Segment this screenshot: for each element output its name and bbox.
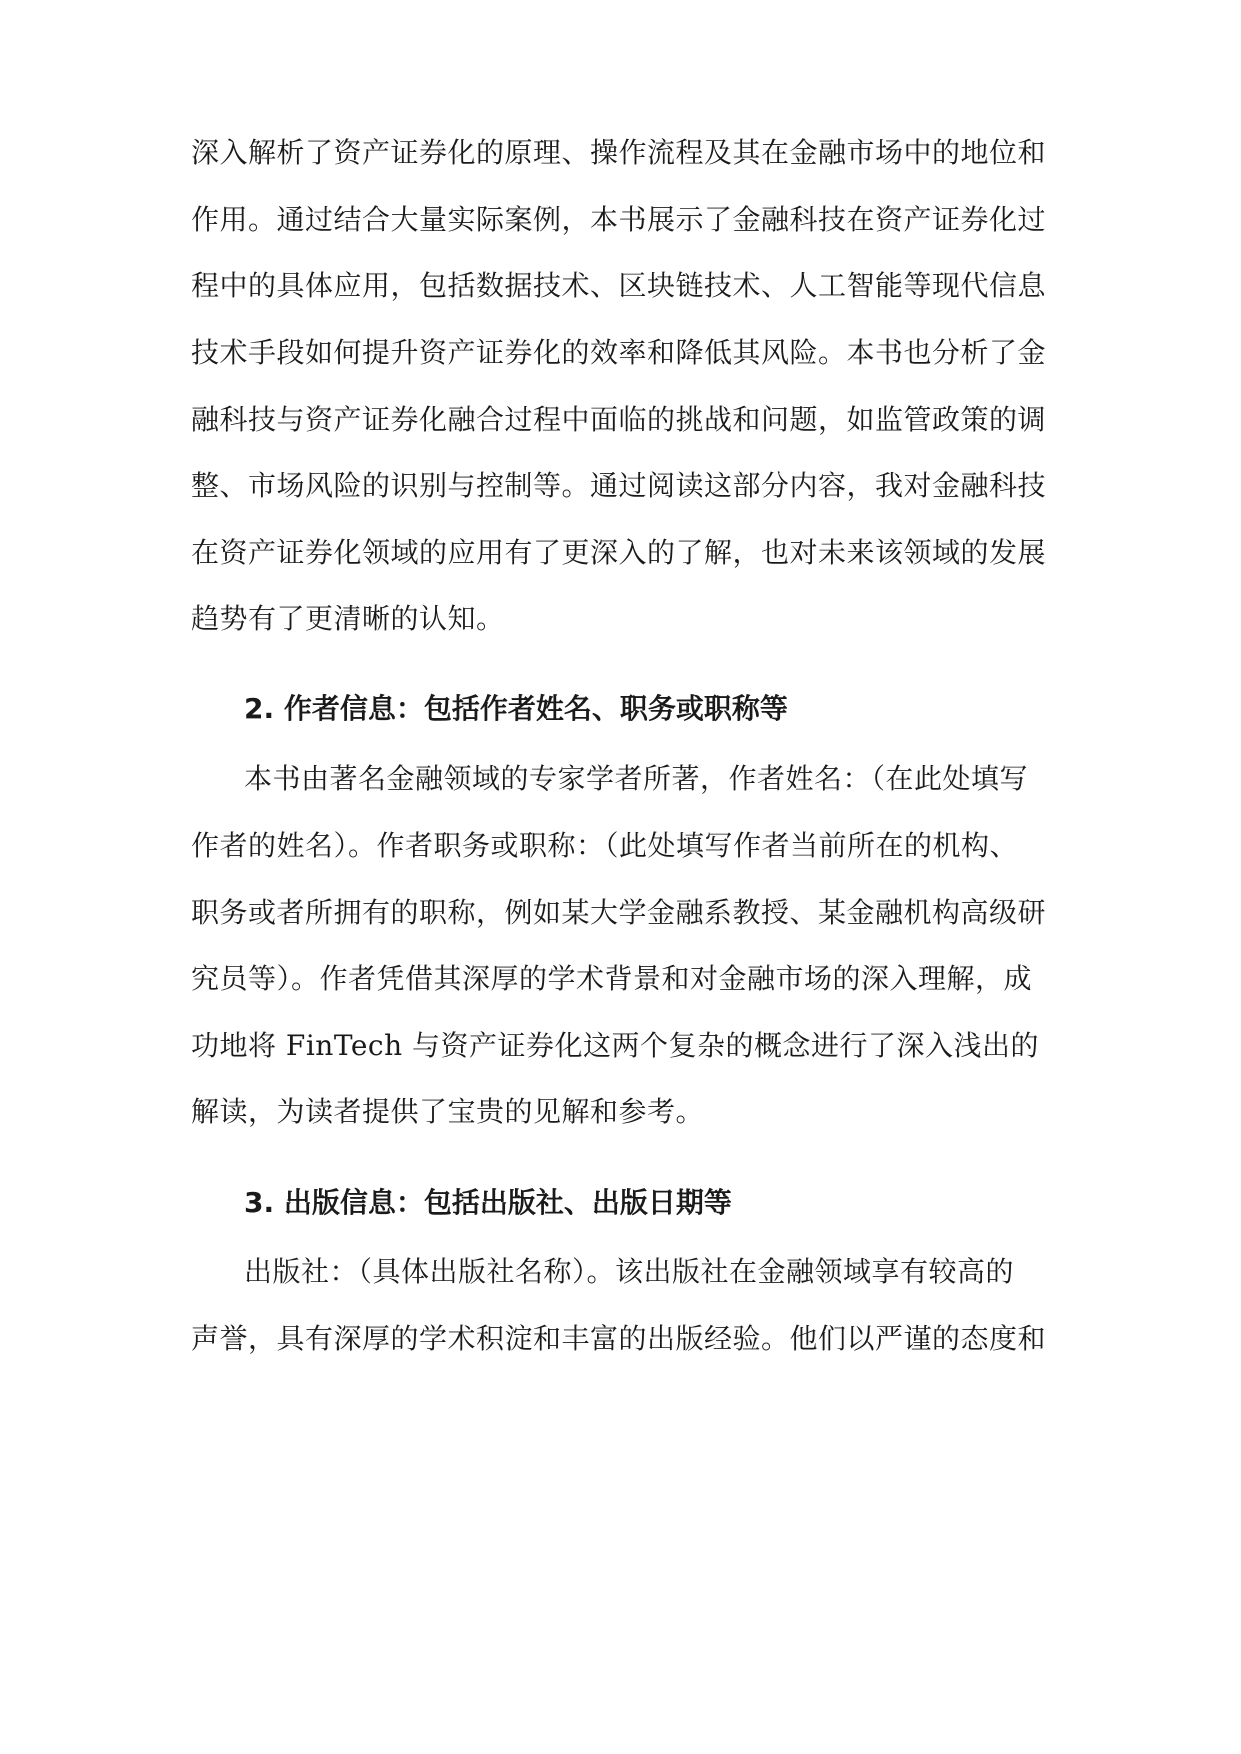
paragraph-line: 功地将 FinTech 与资产证券化这两个复杂的概念进行了深入浅出的 xyxy=(191,1029,1040,1062)
paragraph-line: 在资产证券化领域的应用有了更深入的了解，也对未来该领域的发展 xyxy=(191,536,1047,569)
paragraph-line: 融科技与资产证券化融合过程中面临的挑战和问题，如监管政策的调 xyxy=(191,403,1047,436)
paragraph-line: 解读，为读者提供了宝贵的见解和参考。 xyxy=(191,1095,705,1128)
paragraph-line: 趋势有了更清晰的认知。 xyxy=(191,602,505,635)
section-heading-publication: 3. 出版信息：包括出版社、出版日期等 xyxy=(244,1186,732,1219)
paragraph-line: 技术手段如何提升资产证券化的效率和降低其风险。本书也分析了金 xyxy=(191,336,1047,369)
section-heading-author: 2. 作者信息：包括作者姓名、职务或职称等 xyxy=(244,692,788,725)
paragraph-line: 程中的具体应用，包括数据技术、区块链技术、人工智能等现代信息 xyxy=(191,269,1047,302)
paragraph-line: 出版社：（具体出版社名称）。该出版社在金融领域享有较高的 xyxy=(244,1255,1015,1288)
paragraph-line: 本书由著名金融领域的专家学者所著，作者姓名：（在此处填写 xyxy=(244,762,1029,795)
paragraph-line: 作者的姓名）。作者职务或职称：（此处填写作者当前所在的机构、 xyxy=(191,829,1019,862)
paragraph-line: 深入解析了资产证券化的原理、操作流程及其在金融市场中的地位和 xyxy=(191,136,1047,169)
paragraph-line: 究员等）。作者凭借其深厚的学术背景和对金融市场的深入理解，成 xyxy=(191,962,1033,995)
paragraph-line: 作用。通过结合大量实际案例，本书展示了金融科技在资产证券化过 xyxy=(191,203,1047,236)
paragraph-line: 整、市场风险的识别与控制等。通过阅读这部分内容，我对金融科技 xyxy=(191,469,1047,502)
paragraph-line: 声誉，具有深厚的学术积淀和丰富的出版经验。他们以严谨的态度和 xyxy=(191,1322,1047,1355)
paragraph-line: 职务或者所拥有的职称，例如某大学金融系教授、某金融机构高级研 xyxy=(191,896,1047,929)
